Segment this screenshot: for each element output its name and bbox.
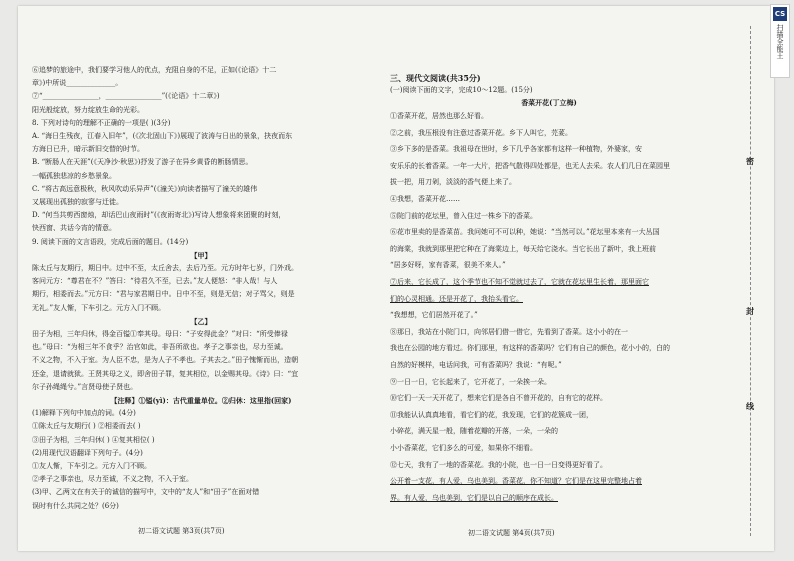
left-text-line: 【甲】	[190, 250, 212, 260]
left-text-line: 8. 下列对诗句的理解不正确的一项是( )(3分)	[32, 118, 171, 127]
right-text-line: ⑩它们一天一天开花了，想来它们是各自不曾开花的，自有它的花样。	[390, 394, 607, 403]
reading-instruction: (一)阅读下面的文字，完成10～12题。(15分)	[390, 86, 533, 94]
right-text-line: ⑪我能认认真真地看，看它们的花，我发现，它们的花簇成一团，	[390, 410, 593, 419]
side-label-mi: 密	[746, 156, 754, 166]
left-text-line: C. “将古高远意极秋，秋风吹动乐异声”(《潼关》)向读者描写了潼关的雄伟	[32, 184, 258, 193]
logo-text: 扫描全能王	[776, 24, 784, 59]
left-text-line: 又展现出孤独的寂寥与迁徙。	[32, 198, 123, 206]
left-text-line: 【乙】	[190, 316, 212, 326]
left-text-line: ③田子为相，三年归休( ) ④复其相位( )	[32, 435, 155, 444]
right-text-line: 小碎花，满天星一般，随着花瓣的开落，一朵，一朵的	[390, 427, 558, 436]
left-text-line: 快西窗、共话今宵的情意。	[32, 224, 116, 233]
left-text-line: 田子为相，三年归休，得金百镒①奉其母。母曰：“子安得此金？”对曰：“所受俸禄	[32, 330, 288, 338]
right-text-line: ①香菜开花，居然也那么好看。	[390, 112, 488, 120]
left-text-line: 还金，退请就狱。王贤其母之义，即舍田子罪，复其相位，以金赐其母。《诗》曰：“宜	[32, 369, 299, 378]
page-3-footer: 初二语文试题 第3页(共7页)	[138, 527, 225, 535]
right-text-line: 的海棠，我就到那里把它种在了海棠边上，每天给它浇水。当它长出了新叶，我上班前	[390, 244, 656, 253]
left-text-line: (3)甲、乙两文在有关于的诚信的描写中，文中的“友人”和“田子”在面对错	[32, 488, 260, 497]
right-text-line: ②之前，我压根没有注意过香菜开花。乡下人叫它，芫荽。	[390, 128, 572, 137]
left-text-line: ①友人惭，下车引之。元方入门不顾。	[32, 462, 151, 470]
left-text-line: 一幅孤独悲凉的乡愁景象。	[32, 171, 116, 180]
side-label-xian: 线	[746, 401, 754, 411]
left-text-line: ⑦“________________，________________”(《论语》十二章》)	[32, 92, 220, 101]
left-text-line: 也。”母曰：“为相三年不食乎？治官如此，非吾所欲也。孝子之事亲也，尽力至诚。	[32, 343, 288, 352]
page-4-footer: 初二语文试题 第4页(共7页)	[468, 529, 555, 537]
left-text-line: (1)解释下列句中加点的词。(4分)	[32, 409, 136, 418]
left-text-line: 阳光般绽放，努力绽放生命的光彩。	[32, 105, 144, 114]
right-text-line: 们的心灵相通。还是开花了，我抬头看它。	[390, 294, 523, 303]
left-text-line: ①陈太丘与友期行( ) ②相委而去( )	[32, 422, 141, 431]
left-text-line: D. “何当共剪西窗烛，却话巴山夜雨时”(《夜雨寄北》)写诗人想象将来团聚的时刻，	[32, 211, 286, 220]
right-text-line: “我想想，它们居然开花了。”	[390, 311, 478, 320]
left-text-line: 客问元方：“尊君在不？”答曰：“待君久不至，已去。”友人便怒：“非人哉！与人	[32, 277, 278, 286]
right-text-line: 公开着一支花，有人爱，乌也美到。香菜花，你不知道？它们是在这里完整地占着	[390, 477, 642, 486]
right-text-line: ③乡下多的是香菜。我祖母在世时，乡下几乎各家都有这样一种植物，外婆家，安	[390, 145, 642, 154]
side-label-feng: 封	[746, 306, 754, 316]
right-text-line: ⑥花市里卖的是香菜苗。我问她可不可以种，她说：“当然可以。”花坛里本来有一大丛国	[390, 228, 660, 237]
article-title: 香菜开花(丁立梅)	[521, 98, 577, 107]
exam-sheet	[18, 6, 774, 551]
left-text-line: B. “断肠人在天涯”(《天净沙·秋思》)抒发了游子在异乡黄昏的断肠情思。	[32, 158, 253, 167]
right-text-line: 自然的好模样，电话问我，可有香菜吗？我说：“有呢。”	[390, 361, 562, 369]
right-text-line: 我也在公园的地方看过。你们那里，有这样的香菜吗？它们有自己的颜色，花小小的，白的	[390, 344, 670, 353]
right-text-line: 小小香菜花，它们多么的可爱，如果你不细看。	[390, 444, 537, 452]
binding-line	[750, 26, 751, 536]
right-text-line: ⑫七天，我有了一地的香菜花。我的小院，也一日一日变得更好看了。	[390, 460, 607, 469]
right-text-line: ⑤院门前的花坛里，曾入住过一株乡下的香菜。	[390, 211, 537, 220]
left-text-line: 不义之物，不入于室。为人臣不忠，是为人子不孝也。子其去之。”田子愧惭而出，造朝	[32, 356, 299, 365]
right-text-line: 拔一把，用刀剁，淡淡的香气便上来了。	[390, 178, 516, 187]
section-title: 三、现代文阅读(共35分)	[390, 74, 481, 83]
cs-logo-icon: CS	[773, 7, 787, 21]
right-text-line: ⑦后来，它长成了，这个季节也不知不觉就过去了，它就在花坛里生长着，那里面它	[390, 278, 649, 286]
right-text-line: ⑨一日一日，它长起来了，它开花了，一朵挨一朵。	[390, 377, 551, 386]
right-text-line: 安乐乐的长着香菜。一年一大片，把香气散得四处都是，也无人去采。农人们几日在菜园里	[390, 161, 670, 170]
left-text-line: ⑥追梦的旅途中，我们要学习他人的优点，充阻自身的不足，正如(《论语》十二	[32, 66, 277, 74]
left-text-line: 无礼。”友人惭，下车引之。元方入门不顾。	[32, 303, 166, 312]
left-text-line: 章》)中所说______________。	[32, 79, 123, 88]
left-text-line: 误时有什么共同之处？(6分)	[32, 501, 119, 510]
left-text-line: 【注释】①镒(yì)：古代重量单位。②归休：这里指(回家)	[110, 396, 292, 405]
left-text-line: 陈太丘与友期行，期日中。过中不至，太丘舍去，去后乃至。元方时年七岁，门外戏。	[32, 264, 298, 272]
left-text-line: A. “海日生残夜，江春入旧年”，(《次北固山下》)展现了波涛与日出的景象，抉夜而东	[32, 132, 293, 140]
right-text-line: ④我想，香菜开花……	[390, 195, 460, 203]
right-text-line: ⑧那日，我站在小院门口，向邻居们借一借它，先看到了香菜。这小小的在一	[390, 327, 628, 336]
left-text-line: 方海日已升，暗示新旧交替的时节。	[32, 145, 144, 154]
left-text-line: 9. 阅读下面的文言语段，完成后面的题目。(14分)	[32, 237, 189, 246]
left-text-line: (2)用现代汉语翻译下列句子。(4分)	[32, 448, 143, 457]
scanner-logo	[770, 4, 790, 78]
right-text-line: “居多好呀，家有香菜，很美不来人。”	[390, 261, 506, 270]
left-text-line: 期行，相委而去。”元方曰：“君与家君期日中。日中不至，则是无信；对子骂父，则是	[32, 290, 295, 299]
left-text-line: ②孝子之事亲也，尽力至诚，不义之物，不入于室。	[32, 475, 193, 484]
right-text-line: 界。有人爱，乌也美到，它们是以自己的顺序在成长。	[390, 493, 558, 502]
left-text-line: 尔子孙绳绳兮。”言贤母使子贤也。	[32, 382, 138, 391]
